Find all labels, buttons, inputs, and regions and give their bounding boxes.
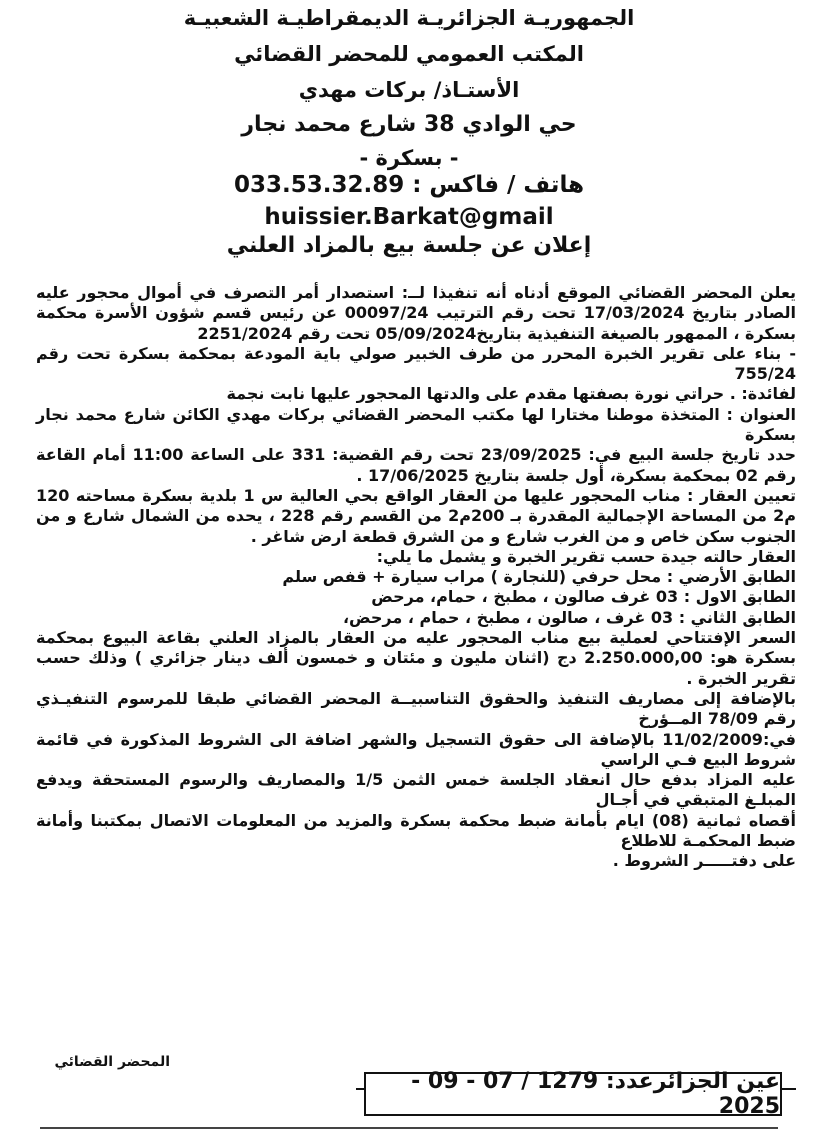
header-address: حي الوادي 38 شارع محمد نجار (241, 112, 577, 137)
paragraph: الطابق الثاني : 03 غرف ، صالون ، مطبخ ، حمام ، مرحض، (342, 607, 796, 627)
paragraph: يعلن المحضر القضائي الموقع أدناه أنه تنفيذا لــ: استصدار أمر التصرف في أموال محجور عليه الصادر بتاريخ 17/03/2024 تحت رقم الترتيب 00097/24 عن رئيس قسم شؤون الأسرة محكمة بسكرة ، الممهور بالصيغة التنفيذية بتاريخ05/09/2024 تحت رقم 2251/2024 (36, 283, 796, 343)
header-office: المكتب العمومي للمحضر القضائي (234, 42, 584, 66)
announcement-title: إعلان عن جلسة بيع بالمزاد العلني (226, 233, 592, 258)
publication-stamp (364, 1069, 782, 1119)
paragraph: العقار حالته جيدة حسب تقرير الخبرة و يشمل ما يلي: (376, 546, 796, 566)
header-name: الأستـاذ/ بركات مهدي (298, 78, 520, 102)
paragraph: حدد تاريخ جلسة البيع في: 23/09/2025 تحت رقم القضية: 331 على الساعة 11:00 أمام القاعة رقم 02 بمحكمة بسكرة، أول جلسة بتاريخ 17/06/2025 . (36, 445, 796, 485)
paragraph: في:11/02/2009 بالإضافة الى حقوق التسجيل والشهر اضافة الى الشروط المذكورة في قائمة شروط البيع فـي الراسي (36, 729, 796, 769)
header-email: huissier.Barkat@gmail (264, 204, 554, 230)
paragraph: بالإضافة إلى مصاريف التنفيذ والحقوق التناسبيــة المحضر القضائي طبقا للمرسوم التنفيـذي رقم 78/09 المــؤرخ (36, 688, 796, 729)
paragraph: العنوان : المتخذة موطنا مختارا لها مكتب المحضر القضائي بركات مهدي الكائن شارع محمد نجار بسكرة (36, 404, 796, 445)
paragraph: - بناء على تقرير الخبرة المحرر من طرف الخبير صولي باية المودعة بمحكمة بسكرة تحت رقم 755/24 (36, 343, 796, 384)
bottom-divider (40, 1127, 778, 1129)
header-city: - بسكرة - (359, 146, 459, 170)
paragraph: الطابق الأرضي : محل حرفي (للنجارة ) مراب سيارة + قفص سلم (282, 567, 796, 587)
header-republic: الجمهوريـة الجزائريـة الديمقراطيـة الشعبيـة (183, 6, 635, 30)
paragraph: الطابق الاول : 03 غرف صالون ، مطبخ ، حمام، مرحض (371, 587, 796, 607)
paragraph: لفائدة: . حراتي نورة بصفتها مقدم على والدتها المحجور عليها نابت نجمة (226, 384, 796, 404)
paragraph: عليه المزاد بدفع حال انعقاد الجلسة خمس الثمن 1/5 والمصاريف والرسوم المستحقة ويدفع المبلـغ المتبقي في أجـال (36, 770, 796, 810)
announcement-body (36, 283, 796, 872)
paragraph: أقصاه ثمانية (08) ايام بأمانة ضبط محكمة بسكرة والمزيد من المعلومات الاتصال بمكتبنا وأمانة ضبط المحكمـة للاطلاع (36, 810, 796, 851)
paragraph: تعيين العقار : مناب المحجور عليها من العقار الواقع بحي العالية س 1 بلدية بسكرة مساحته 120 م2 من المساحة الإجمالية المقدرة بـ 200م2 من القسم رقم 228 ، يحده من الشمال شارع و من الجنوب سكن خاص و من الغرب شارع و من الشرق قطعة ارض شاغر . (36, 485, 797, 546)
paragraph: السعر الإفتتاحي لعملية بيع مناب المحجور عليه من العقار بالمزاد العلني بقاعة البيوع بمحكمة بسكرة هو: 2.250.000,00 دج (اثنان مليون و مئتان و خمسون ألف دينار جزائري ) وذلك حسب تقرير الخبرة . (36, 628, 797, 688)
header-phone: هاتف / فاكس : 033.53.32.89 (233, 172, 585, 198)
stamp-text: عين الجزائرعدد: 1279 / 07 - 09 - 2025 (411, 1069, 780, 1119)
paragraph: على دفتـــــر الشروط . (612, 851, 796, 871)
signature-label: المحضر القضائي (54, 1054, 170, 1070)
